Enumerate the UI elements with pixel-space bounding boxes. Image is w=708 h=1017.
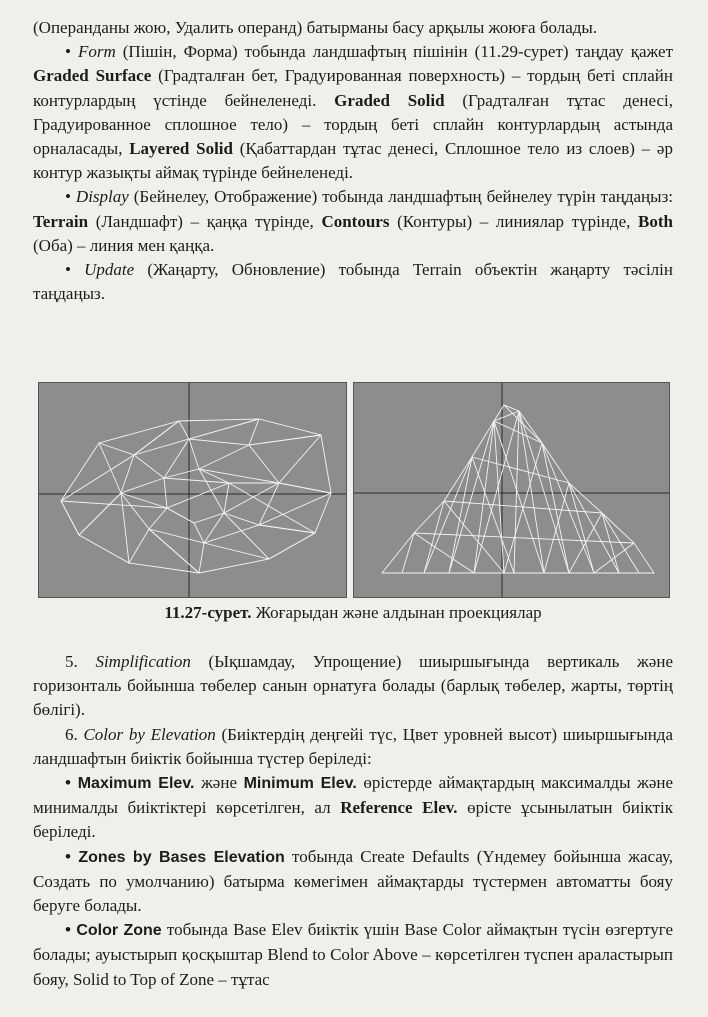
wireframe-mesh (382, 405, 654, 573)
term-color-zone: Color Zone (70, 922, 162, 940)
top-text-block (33, 16, 673, 306)
term-form: Form (77, 42, 116, 62)
term-minimum-elev: Minimum Elev. (243, 775, 357, 793)
paragraph-max-min-elev: • Maximum Elev. және Minimum Elev. өрістерде аймақтардың максималды және минималды биіктіктері көрсетілген, ал Reference Elev. өрісте ұсынылатын биіктік беріледі. (33, 773, 674, 842)
wireframe-mesh (61, 419, 331, 573)
paragraph-form: • Form (Пішін, Форма) тобында ландшафтың пішінін (11.29-сурет) таңдау қажет Graded Surface (Градталған бет, Градуированная поверхность) – тордың беті сплайн контурлардың үстінде бейнеленеді. Graded Solid (Градталған тұтас денесі, Градуированное сплошное тело) – тордың беті сплайн контурлардың астында орналасады, Layered Solid (Қабаттардан тұтас денесі, Сплошное тело из слоев) – әр контур жазықты аймақ түрінде бейнеленеді. (33, 42, 673, 183)
paragraph-color-by-elevation: 6. Color by Elevation (Биіктердің деңгейі түс, Цвет уровней высот) шиыршығында ландшафтын биіктік бойынша түстер беріледі: (33, 724, 674, 768)
paragraph-update: • Update (Жаңарту, Обновление) тобында Terrain объектін жаңарту тәсілін таңдаңыз. (33, 260, 673, 304)
bottom-text-block (33, 650, 673, 992)
term-terrain: Terrain (33, 211, 89, 231)
term-both: Both (638, 211, 673, 231)
bullet-icon: • (65, 42, 71, 62)
bullet-icon: • (65, 260, 71, 280)
term-update: Update (84, 260, 135, 280)
term-zones-by-bases-elevation: Zones by Bases Elevation (70, 848, 285, 866)
term-layered-solid: Layered Solid (129, 139, 233, 159)
term-maximum-elev: Maximum Elev. (70, 775, 195, 793)
bullet-icon: • (65, 187, 71, 207)
paragraph-color-zone: • Color Zone тобында Base Elev биіктік үшін Base Color аймақтын түсін өзгертуге болады; ауыстырып қосқыштар Blend to Color Above – көрсетілген түспен араластырып бояу, Solid to Top of Zone – тұтас (33, 920, 673, 989)
term-reference-elev: Reference Elev. (340, 798, 458, 818)
terrain-top-wireframe (39, 383, 346, 597)
term-simplification: Simplification (95, 652, 191, 671)
term-color-by-elevation: Color by Elevation (83, 724, 216, 744)
bullet-icon: • (65, 773, 71, 793)
paragraph-zones: • Zones by Bases Elevation тобында Create Defaults (Үндемеу бойынша жасау, Создать по умолчанию) батырма көмегімен аймақтарды түстермен автоматты бояу беруге болады. (33, 846, 673, 916)
viewport-top (38, 382, 347, 598)
bullet-icon: • (65, 846, 71, 866)
paragraph-display: • Display (Бейнелеу, Отображение) тобында ландшафтың бейнелеу түрін таңдаңыз: Terrain (Ландшафт) – қаңқа түрінде, Contours (Контуры) – линиялар түрінде, Both (Оба) – линия мен қаңқа. (33, 187, 674, 255)
term-contours: Contours (321, 211, 390, 231)
term-graded-solid: Graded Solid (334, 90, 445, 110)
paragraph-simplification: 5. Simplification (Ықшамдау, Упрощение) шиыршығында вертикаль және горизонталь бойынша төбелер санын орнатуға болады (барлық төбелер, жарты, төртің бөлігі). (33, 652, 673, 720)
figure-caption (33, 603, 673, 623)
viewport-front (353, 382, 670, 598)
figure-11-27 (38, 382, 670, 596)
bullet-icon: • (65, 920, 71, 940)
terrain-front-wireframe (354, 383, 669, 597)
caption-number: 11.27-сурет. (164, 603, 252, 622)
paragraph-1: (Операнданы жою, Удалить операнд) батырманы басу арқылы жоюға болады. (33, 18, 598, 37)
caption-text: Жоғарыдан және алдынан проекциялар (251, 603, 542, 622)
term-graded-surface: Graded Surface (33, 66, 152, 86)
term-display: Display (75, 187, 129, 207)
